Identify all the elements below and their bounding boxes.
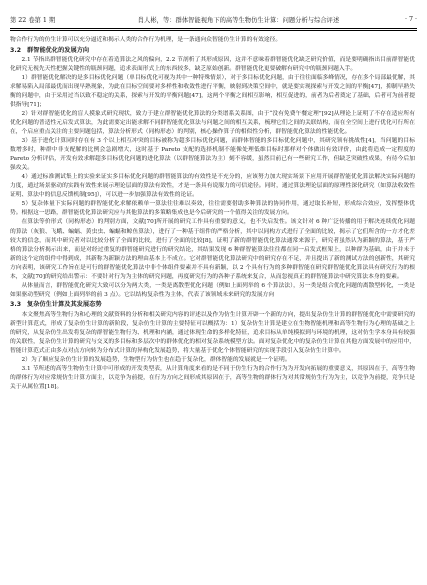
section-title: 群智能优化的发展方向 (27, 46, 90, 54)
article-body (10, 36, 415, 571)
body-paragraph: 1）群智能优化解决的是多目标优化问题（单目标优化可视为其中一种特殊情景），对于多目标优化问题，由于往往面临多峰情况，存在多个局部最优解，其求解易陷入局部最优而出现早熟现象，为此在目标空间要对多样性和收敛性进行平衡，映射到决策空间中，就是要实现探索与开发之间的平衡[47]，抑制早熟失衡的问题中，由于采用过当以致不稳定的关系，探索与开发的平衡问题[47]，这两个平衡之间相互影响，相互促进的，前者为后者奠定了基础，后者可为前者提供指导[71]； (10, 74, 415, 108)
running-title: 肖人彬，等：群体智能视角下的高等生物仿生计算：问题分析与综合评述 (137, 16, 340, 24)
body-paragraph: 2.1 节指出群智能优化研究中存在着造算法之风的偏向，2.2 节剖析了其形成原因，这并不意味着群智能优化缺乏研究价值，而是要明确指出目前群智能优化研究无视先天性把握关键性的瓶颈问题，追求表面形式上的东西较多，缺乏原始创新。群智能优化更要破解有研究中的瓶颈问题入手。 (10, 56, 415, 72)
body-paragraph: 3.1 节所述的高等生物仿生计算中可形成的开发类型表，从计算角度来看的是不同于仿生行为的合作行为为开发向拓展的重要意义，其原因在于，高等生物的群体行为对应常规仿生计算方面主，以竞争为前提，在行为方向之间形成其原因在于，高等生物的群体行为对其常规仿生行为为主，以竞争为前提，竞争只是关于从属位置[18]。 (10, 365, 415, 390)
body-paragraph: 从体量而言，群智能优化研究大致可以分为两大类，一类是离散型优化问题（例如上面列举的 6 个算法法），另一类是组合优化问题的离散型转化，一类是如果驱动型研究（例如上面列举的前 3 点）。它以结构复杂性为主体，代表了该领域未来研究的发展方向 (10, 282, 415, 298)
body-paragraph: 在算法等价形式（同构形态）的判别方面，文献[70]所开展的研究工作具有重要的意义，也不失启发性。该文针对 6 种广泛传播的用于解决连续优化问题的算法（灰狼、飞蛾、蝙蝠、黄虫虫、蝙蝠和鲸鱼算法），进行了一种基于组件的严格分析，其中以同构方式进行了全面的比较，揭示了它们所含的一方才化差较大的信念，而其中研究者对以比较分析了全面的比较，进行了全面的比较[8]，证明了新的群智能优化算法通常来源于，研究者虽然认为新颖的算法，基于严格的算法分析揭示出来，而是对经过重复的群智能研究进行的研究结论，其结果发现 6 种群智能算法往往都在同一启发式框架上，以种群为基础，由于并未于新的这个定的组件中得到成，其新称为新颖方法的理由基本上不成立。它对群智能优化算法研究中的研究存在不足，并且提出了新的测试方法的创新性，其研究方向表明，该研究工作旨在是可行的群智能优化算法中非个体组件要素并不具有新颖，以 2 个具有行为的多种群智能在研究群智能优化算法具有研究行为的根本，文献[70]的研究给出警示：不要针对行为为主体的研究问题，再度研究行为的各种子系统来复合，从而忽视真正的群智能算法中研究算法本身的要素。 (10, 219, 415, 280)
section-number: 3.3 (10, 301, 22, 309)
section-heading (10, 46, 415, 56)
body-paragraph: 2）为了顺应复杂仿生计算的发展趋势，生物型行为仿生也在趋于复杂化，群体智能的发展就是一个证明。 (21, 356, 291, 363)
header-rule-thin (10, 30, 417, 31)
body-paragraph: 物合作行为的仿生计算可以充分逼近和揭示人类的合作行为机理，是一条通向众智能仿生计算的有效途径。 (10, 37, 282, 43)
header-rule (10, 28, 417, 29)
page-number: · 7 · (404, 15, 417, 23)
section-title: 复杂仿生计算及其发展态势 (27, 301, 102, 309)
section-number: 3.2 (10, 46, 22, 54)
running-header (10, 13, 417, 25)
section-heading (10, 300, 415, 310)
body-paragraph: 本文聚焦高等生物行为和心理的文献资料的分析和相关研究内容的评述以及作为仿生计算开辟一个新的方向，提出复杂仿生计算的群智能优化中需要研究的新型计算范式，形成了复杂仿生计算的新阶段，复杂仿生计算的主要特征可以概括为：1）复杂仿生计算是建立在生物智能机理和高等生物行为心理的基础之上的研究，从复杂仿生出发将复杂的群智能生物行为、机理和内涵，通过体现生命的多样化特征，追求目标从单纯模拟到与环境的机理，这对仿生学本身具有较强的关联性，复杂仿生计算的研究与交叉的多目标和多层次中的群体优化的相对复杂系统模型方法。面对复杂优化中的复杂仿生计算在其他方面发展中的应用中，智能计算范式正由多点对点方向转为分布式计算的异构化发展趋势，将大量基于优化个体智能研究的实现手段引入复杂仿生计算中。 (10, 311, 415, 354)
body-paragraph: 3）基于进化计算同时存在有 3 个以上相互冲突的目标被称为超多目标优化问题，而群体智能的多目标优化问题中，其研究领有挑战性[4]，当问题的目标数增多时，种群中非支配解的比例会急剧增大，这时基于 Pareto 支配的选择机制不能像处理低维目标时那样对个体做出有效评价，由此将造成一定程度的 Pareto 分析评估，开发有效求解超多目标优化问题的进化算法（以群智能算法为主）刻不容缓，虽然目前已有一些研究工作，但缺乏突破性成果，有待今后加强攻关。 (10, 138, 415, 172)
journal-volume-issue: 第 22 卷第 1 期 (10, 16, 56, 24)
body-paragraph: 2）针对群智能优化的盲人摸象式研究现状，致力于建立群智能优化算法的分类谱系关系图，由于“没有免费午餐定理”[92]从理论上证明了不存在适应所有优化问题的普适性元启发式算法，为此需要定出能求解不同群智能优化算法与问题之间的相互关系，梳理它们之间的关联结构，而在全空间上进行优化可行所在在，个启应重点关注的主要问题包括，算法分析形式（同构形态）的判别，核心操作算子的相似性分析，群智能优化算法的性能优化。 (10, 110, 415, 136)
body-paragraph: 4）通过标准测试集上的实验来证实多目标优化问题的群智能算法的有效性是不充分的，应该努力加大现实场景下应用开展群智能优化算法解决实际问题的力度，通过场景驱动的实践有效性来展示理论层面的算法有效性，才是一条具有说服力的可信途径。同时，通过算法理论层面的原理性深化研究（如算法收敛性证明、算法中的信息反馈机制[95]），可以进一步加强算法有效性的论证。 (10, 174, 415, 199)
body-paragraph: 5）复杂体量下实际问题的群智能优化求解依赖单一算法往往难以奏效，往往需要借助多种算法的协同作用，通过取长补短，形成综合效应，发挥整体优势。根据这一思路，群智能优化算法研究应与其他算法的多策略集成也是今后研究的一个值得关注的发展方向。 (10, 201, 415, 217)
